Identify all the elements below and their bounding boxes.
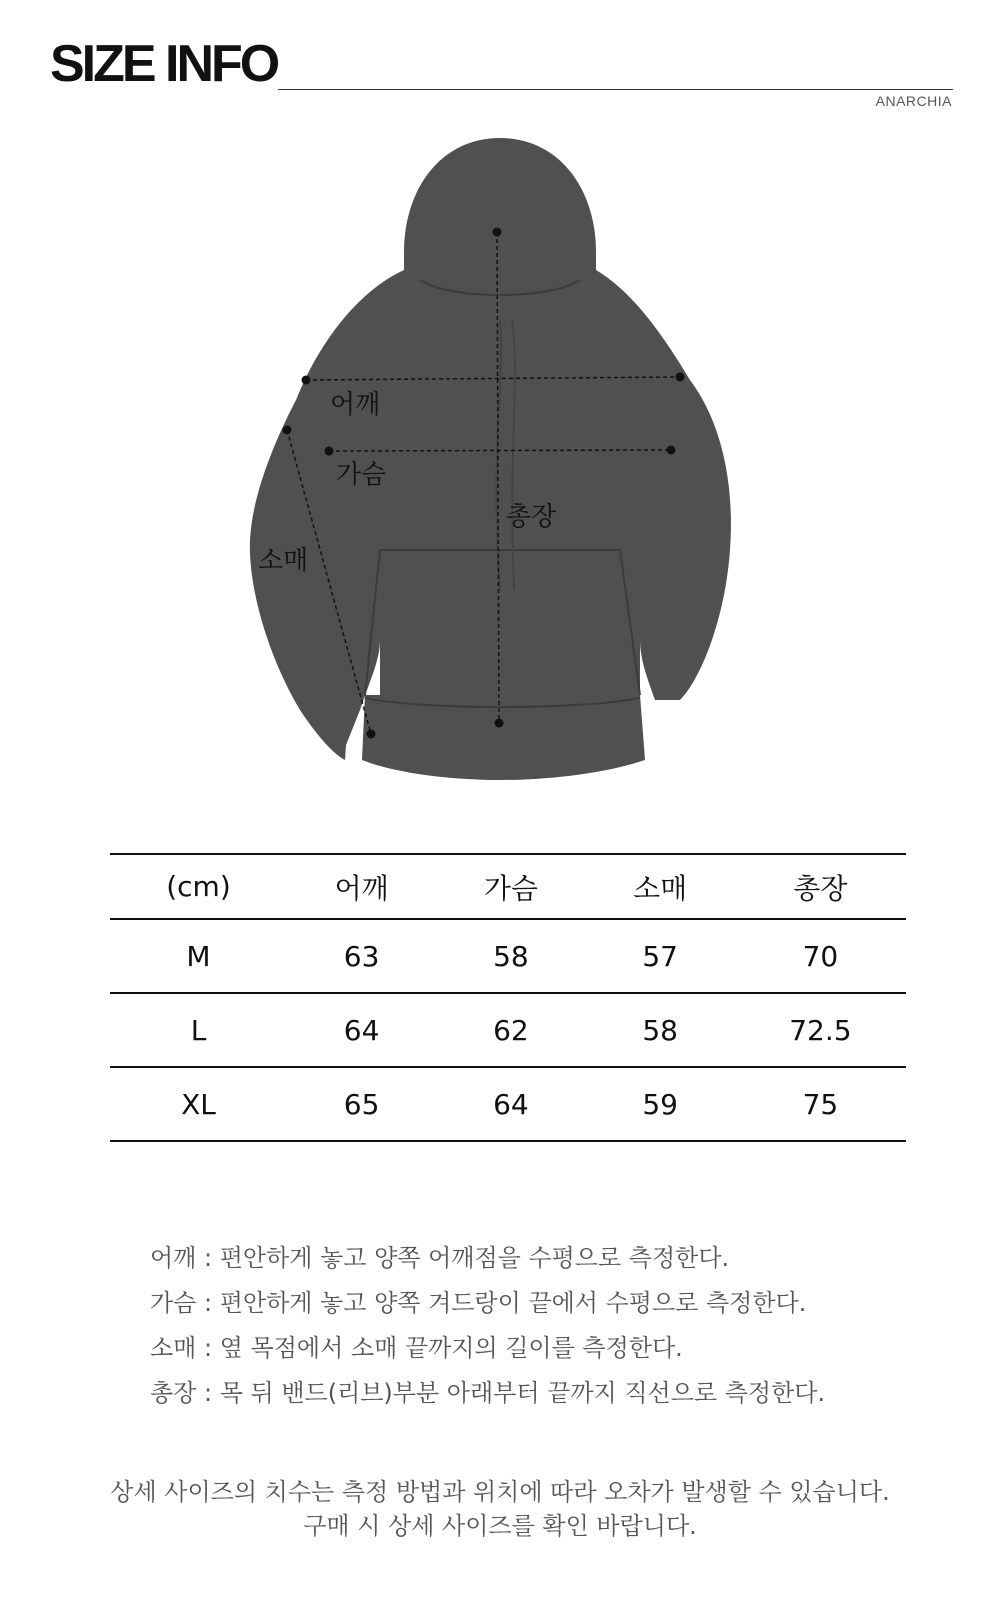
label-length: 총장 (506, 502, 557, 532)
table-cell: 72.5 (789, 1013, 852, 1047)
header-shoulder: 어깨 (334, 871, 389, 905)
disclaimer-line-2: 구매 시 상세 사이즈를 확인 바랍니다. (303, 1512, 697, 1540)
table-cell: 58 (493, 939, 529, 973)
table-cell: 64 (343, 1013, 380, 1047)
table-header-row (110, 854, 906, 919)
brand-name: ANARCHIA (875, 93, 952, 109)
measurement-notes (150, 1236, 825, 1416)
header-sleeve: 소매 (633, 871, 688, 905)
hoodie-measurement-figure (0, 120, 1000, 820)
header-chest: 가슴 (483, 871, 538, 905)
title-divider (278, 89, 953, 90)
note-length: 총장 : 목 뒤 밴드(리브)부분 아래부터 끝까지 직선으로 측정한다. (150, 1379, 826, 1407)
note-chest: 가슴 : 편안하게 놓고 양쪽 겨드랑이 끝에서 수평으로 측정한다. (150, 1289, 807, 1317)
header-length: 총장 (793, 871, 848, 905)
table-cell: 62 (493, 1013, 529, 1047)
page-title: SIZE INFO (50, 35, 278, 93)
table-cell: 63 (343, 939, 380, 973)
hoodie-illustration (0, 120, 1000, 820)
table-cell: 70 (802, 939, 839, 973)
label-shoulder: 어깨 (330, 390, 381, 420)
table-row (110, 919, 906, 993)
note-shoulder: 어깨 : 편안하게 놓고 양쪽 어깨점을 수평으로 측정한다. (150, 1244, 730, 1272)
hoodie-body (250, 138, 731, 780)
table-cell: 64 (493, 1087, 529, 1121)
size-table (110, 853, 906, 1142)
table-cell: 65 (343, 1087, 380, 1121)
table-cell: 57 (642, 939, 678, 973)
unit-header: (cm) (166, 870, 231, 903)
table-cell: 58 (642, 1013, 678, 1047)
size-label: M (186, 939, 211, 973)
label-sleeve: 소매 (258, 546, 309, 576)
size-label: L (190, 1013, 207, 1047)
disclaimer-line-1: 상세 사이즈의 치수는 측정 방법과 위치에 따라 오차가 발생할 수 있습니다. (110, 1478, 890, 1506)
note-sleeve: 소매 : 옆 목점에서 소매 끝까지의 길이를 측정한다. (150, 1334, 683, 1362)
label-chest: 가슴 (336, 460, 387, 490)
size-label: XL (181, 1087, 216, 1121)
table-row (110, 1067, 906, 1141)
table-cell: 75 (802, 1087, 839, 1121)
table-row (110, 993, 906, 1067)
table-cell: 59 (642, 1087, 678, 1121)
